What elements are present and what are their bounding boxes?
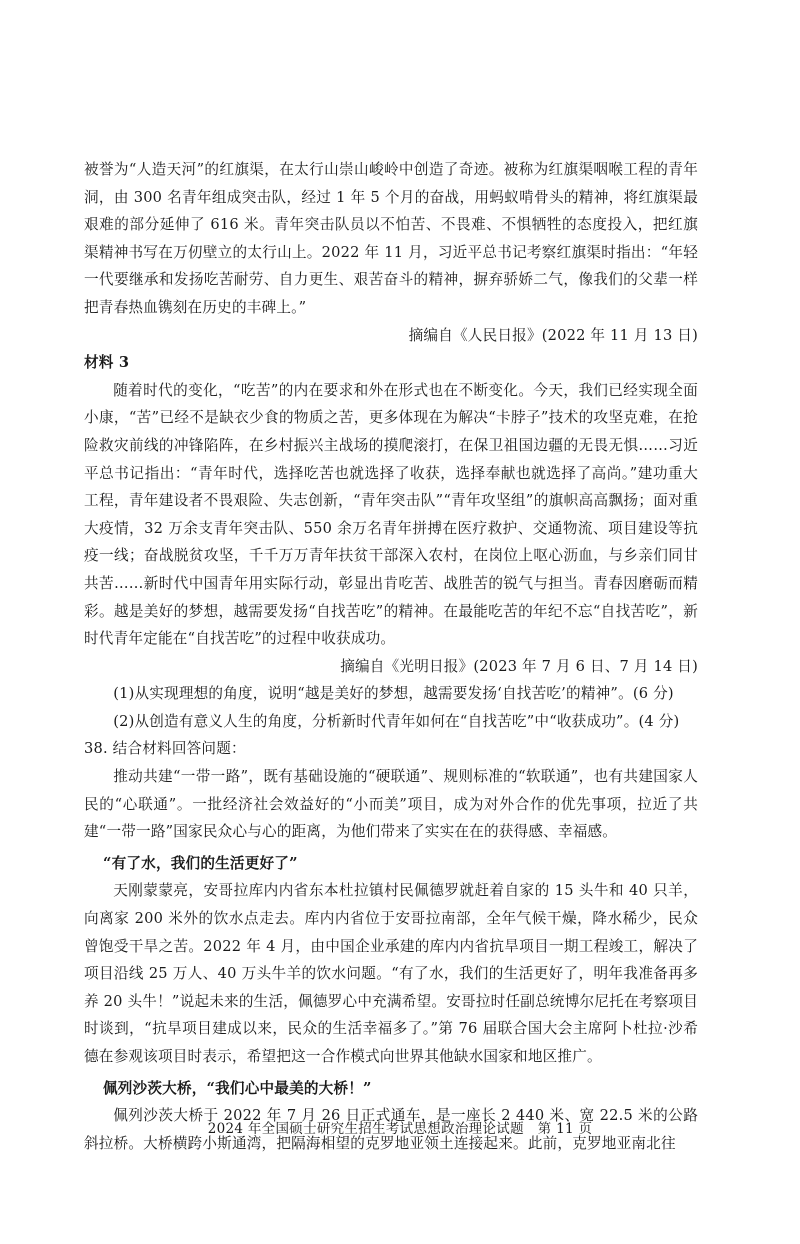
source-citation-1: 摘编自《人民日报》(2022 年 11 月 13 日) [408, 326, 698, 344]
page-footer: 2024 年全国硕士研究生招生考试思想政治理论试题 第 11 页 [207, 1121, 593, 1137]
top-paragraph: 被誉为“人造天河”的红旗渠，在太行山崇山峻岭中创造了奇迹。被称为红旗渠咽喉工程的青年洞，由 300 名青年组成突击队，经过 1 年 5 个月的奋战，用蚂蚁啃骨头的精神，将红旗渠最艰难的部分延伸了 616 米。青年突击队员以不怕苦、不畏难、不惧牺牲的态度投入，把红旗渠精神书写在万仞壁立的太行山上。2022 年 11 月，习近平总书记考察红旗渠时指出：“年轻一代要继承和发扬吃苦耐劳、自力更生、艰苦奋斗的精神，摒弃骄娇二气，像我们的父辈一样把青春热血镌刻在历史的丰碑上。” [84, 161, 698, 316]
material-3-text: 随着时代的变化，“吃苦”的内在要求和外在形式也在不断变化。今天，我们已经实现全面小康，“苦”已经不是缺衣少食的物质之苦，更多体现在为解决“卡脖子”技术的攻坚克难，在抢险救灾前线的冲锋陷阵，在乡村振兴主战场的摸爬滚打，在保卫祖国边疆的无畏无惧……习近平总书记指出：“青年时代，选择吃苦也就选择了收获，选择奉献也就选择了高尚。”建功重大工程，青年建设者不畏艰险、失志创新，“青年突击队”“青年攻坚组”的旗帜高高飘扬；面对重大疫情，32 万余支青年突击队、550 余万名青年拼搏在医疗救护、交通物流、项目建设等抗疫一线；奋战脱贫攻坚，千千万万青年扶贫干部深入农村，在岗位上呕心沥血，与乡亲们同甘共苦……新时代中国青年用实际行动，彰显出肯吃苦、战胜苦的锐气与担当。青春因磨砺而精彩。越是美好的梦想，越需要发扬“自找苦吃”的精神。在最能吃苦的年纪不忘“自找苦吃”，新时代青年定能在“自找苦吃”的过程中收获成功。 [84, 381, 698, 648]
subsection-2-title: 佩列沙茨大桥，“我们心中最美的大桥！” [102, 1079, 372, 1097]
subsection-1-text: 天刚蒙蒙亮，安哥拉库内内省东本杜拉镇村民佩德罗就赶着自家的 15 头牛和 40 只羊，向离家 200 米外的饮水点走去。库内内省位于安哥拉南部，全年气候干燥，降水稀少，民众曾饱受干旱之苦。2022 年 4 月，由中国企业承建的库内内省抗旱项目一期工程竣工，解决了项目沿线 25 万人、40 万头牛羊的饮水问题。“有了水，我们的生活更好了，明年我准备再多养 20 头牛！”说起未来的生活，佩德罗心中充满希望。安哥拉时任副总统博尔尼托在考察项目时谈到，“抗旱项目建成以来，民众的生活幸福多了。”第 76 届联合国大会主席阿卜杜拉·沙希德在参观该项目时表示，希望把这一合作模式向世界其他缺水国家和地区推广。 [84, 882, 698, 1065]
subsection-2-text: 佩列沙茨大桥于 2022 年 7 月 26 日正式通车，是一座长 2 440 米、宽 22.5 米的公路斜拉桥。大桥横跨小斯通湾，把隔海相望的克罗地亚领土连接起来。此前，克罗地亚南北往 [84, 1107, 698, 1152]
question-1: (1)从实现理想的角度，说明“越是美好的梦想，越需要发扬‘自找苦吃’的精神”。(6 分) [113, 685, 674, 703]
subsection-1-title: “有了水，我们的生活更好了” [102, 854, 298, 872]
question-38-intro: 推动共建“一带一路”，既有基础设施的“硬联通”、规则标准的“软联通”，也有共建国家人民的“心联通”。一批经济社会效益好的“小而美”项目，成为对外合作的优先事项，拉近了共建“一带一路”国家民众心与心的距离，为他们带来了实实在在的获得感、幸福感。 [84, 768, 698, 841]
exam-page-body [84, 156, 698, 1157]
question-2: (2)从创造有意义人生的角度，分析新时代青年如何在“自找苦吃”中“收获成功”。(4 分) [113, 712, 680, 730]
source-citation-2: 摘编自《光明日报》(2023 年 7 月 6 日、7 月 14 日) [340, 657, 698, 675]
material-3-title: 材料 3 [84, 354, 130, 372]
question-38: 38. 结合材料回答问题： [84, 740, 246, 758]
